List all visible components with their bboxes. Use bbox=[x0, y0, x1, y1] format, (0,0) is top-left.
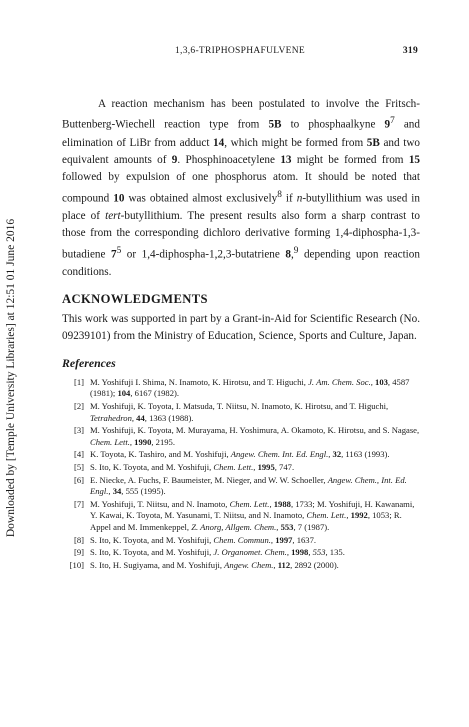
page-body bbox=[62, 96, 420, 572]
reference-item bbox=[62, 449, 420, 461]
body-paragraph: A reaction mechanism has been postulated to involve the Fritsch-Buttenberg-Wiechell reaction type from 5B to phosphaalkyne $9^7$ and elimination of LiBr from adduct 14, which might be formed from 5B and two equivalent amounts of 9. Phosphinoacetylene 13 might be formed from 15 followed by expulsion of one phosphorus atom. It should be noted that compound 10 was obtained almost exclusively$^8$ if n-butyllithium was used in place of tert-butyllithium. The present results also form a sharp contrast to those from the corresponding dichloro derivative forming 1,4-diphospha-1,3-butadiene $7^5$ or 1,4-diphospha-1,2,3-butatriene 8,$^9$ depending upon reaction conditions. bbox=[62, 98, 421, 278]
reference-item bbox=[62, 499, 420, 534]
references-heading: References bbox=[62, 356, 116, 371]
reference-item bbox=[62, 475, 420, 498]
reference-item bbox=[62, 462, 420, 474]
reference-item bbox=[62, 560, 420, 572]
reference-number: [6] bbox=[73, 474, 84, 485]
running-title: 1,3,6-TRIPHOSPHAFULVENE bbox=[174, 46, 306, 56]
reference-number: [5] bbox=[73, 462, 84, 473]
reference-text: S. Ito, K. Toyota, and M. Yoshifuji, J. Organomet. Chem., 1998, 553, 135. bbox=[90, 547, 345, 558]
reference-number: [8] bbox=[73, 534, 84, 545]
reference-number: [1] bbox=[73, 376, 84, 387]
reference-item bbox=[62, 425, 420, 448]
reference-item bbox=[62, 401, 420, 424]
reference-number: [3] bbox=[73, 425, 84, 436]
acknowledgments-text: This work was supported in part by a Grant-in-Aid for Scientific Research (No. 09239101) from the Ministry of Education, Science, Sports and Culture, Japan. bbox=[62, 312, 420, 343]
references-section bbox=[62, 355, 420, 571]
reference-item bbox=[62, 377, 420, 400]
download-note: Downloaded by [Temple University Libraries] at 12:51 01 June 2016 bbox=[5, 218, 17, 537]
reference-text: E. Niecke, A. Fuchs, F. Baumeister, M. Nieger, and W. W. Schoeller, Angew. Chem., Int. Ed. Engl., 34, 555 (1995). bbox=[90, 474, 407, 497]
acknowledgments-heading: ACKNOWLEDGMENTS bbox=[62, 292, 208, 307]
reference-text: S. Ito, K. Toyota, and M. Yoshifuji, Chem. Commun., 1997, 1637. bbox=[90, 534, 317, 545]
reference-number: [2] bbox=[73, 401, 84, 412]
reference-text: M. Yoshifuji, T. Niitsu, and N. Inamoto, Chem. Lett., 1988, 1733; M. Yoshifuji, H. Kawanami, Y. Kawai, K. Toyota, M. Yasunami, T. Niitsu, and N. Inamoto, Chem. Lett., 1992, 1053; R. Appel and M. Immenkeppel, Z. Anorg, Allgem. Chem., 553, 7 (1987). bbox=[90, 498, 415, 533]
page-number: 319 bbox=[402, 46, 418, 56]
references-list bbox=[62, 377, 420, 572]
reference-number: [9] bbox=[73, 547, 84, 558]
reference-item bbox=[62, 547, 420, 559]
reference-item bbox=[62, 535, 420, 547]
download-watermark bbox=[2, 100, 20, 655]
reference-number: [4] bbox=[73, 449, 84, 460]
reference-text: M. Yoshifuji I. Shima, N. Inamoto, K. Hirotsu, and T. Higuchi, J. Am. Chem. Soc., 103, 4587 (1981); 104, 6167 (1982). bbox=[90, 376, 410, 399]
reference-text: M. Yoshifuji, K. Toyota, I. Matsuda, T. Niitsu, N. Inamoto, K. Hirotsu, and T. Higuchi, Tetrahedron, 44, 1363 (1988). bbox=[90, 401, 389, 423]
acknowledgments-section bbox=[62, 291, 420, 345]
reference-text: S. Ito, H. Sugiyama, and M. Yoshifuji, Angew. Chem., 112, 2892 (2000). bbox=[90, 559, 339, 570]
reference-text: M. Yoshifuji, K. Toyota, M. Murayama, H. Yoshimura, A. Okamoto, K. Hirotsu, and S. Nagase, Chem. Lett., 1990, 2195. bbox=[90, 425, 420, 447]
reference-number: [7] bbox=[73, 498, 84, 509]
reference-number: [10] bbox=[69, 559, 84, 570]
reference-text: K. Toyota, K. Tashiro, and M. Yoshifuji, Angew. Chem. Int. Ed. Engl., 32, 1163 (1993). bbox=[90, 449, 390, 460]
reference-text: S. Ito, K. Toyota, and M. Yoshifuji, Chem. Lett., 1995, 747. bbox=[90, 462, 295, 473]
